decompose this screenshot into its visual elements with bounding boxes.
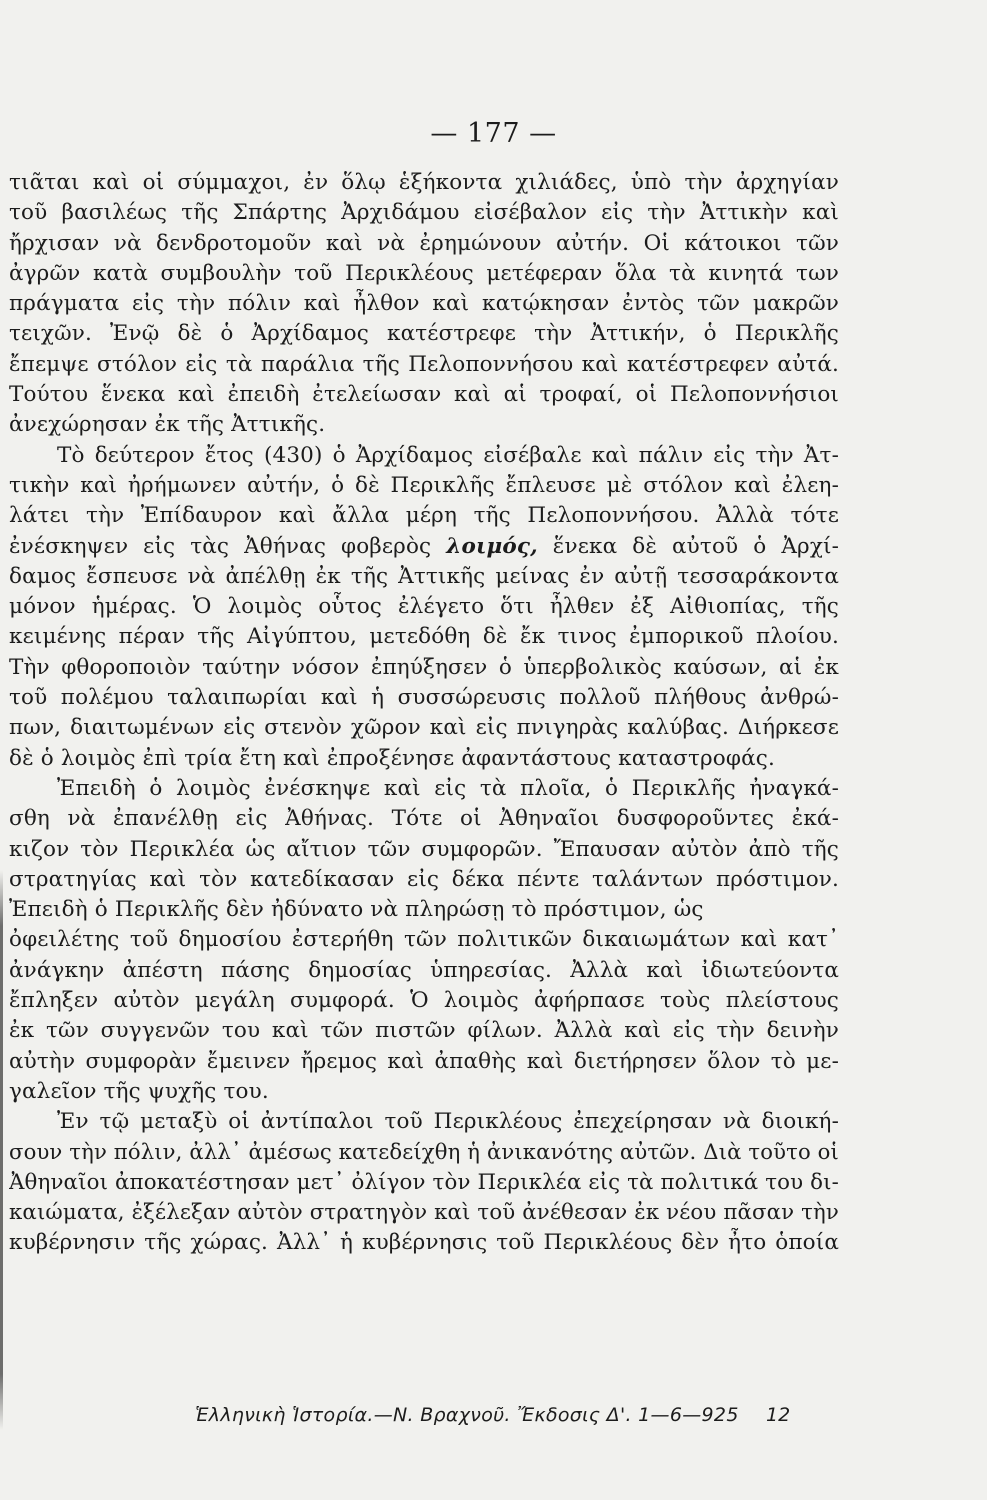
line-text: ὀφειλέτης τοῦ δημοσίου ἐστερήθη τῶν πολιτικῶν δικαιωμάτων καὶ κατ᾽ bbox=[9, 927, 839, 953]
line-text: Τούτου ἕνεκα καὶ ἐπειδὴ ἐτελείωσαν καὶ αἱ τροφαί, οἱ Πελοποννήσιοι bbox=[9, 382, 839, 408]
text-line bbox=[9, 683, 839, 713]
text-line bbox=[9, 1198, 839, 1228]
line-text: μόνον ἡμέρας. Ὁ λοιμὸς οὗτος ἐλέγετο ὅτι ἦλθεν ἐξ Αἰθιοπίας, τῆς bbox=[9, 594, 839, 620]
line-text: ἀγρῶν κατὰ συμβουλὴν τοῦ Περικλέους μετέφεραν ὅλα τὰ κινητά των bbox=[9, 260, 839, 286]
line-text: ἤρχισαν νὰ δενδροτομοῦν καὶ νὰ ἐρημώνουν αὐτήν. Οἱ κάτοικοι τῶν bbox=[9, 230, 839, 256]
text-line bbox=[9, 1107, 839, 1137]
line-text: ἐνέσκηψεν εἰς τὰς Ἀθήνας φοβερὸς bbox=[9, 533, 447, 559]
page-edge-shadow bbox=[0, 870, 3, 1430]
line-text: τοῦ βασιλέως τῆς Σπάρτης Ἀρχιδάμου εἰσέβαλον εἰς τὴν Ἀττικὴν καὶ bbox=[9, 200, 839, 226]
text-line bbox=[9, 1077, 839, 1107]
text-line bbox=[9, 592, 839, 622]
text-line bbox=[9, 956, 839, 986]
line-text: δὲ ὁ λοιμὸς ἐπὶ τρία ἔτη καὶ ἐπροξένησε ἀφαντάστους καταστροφάς. bbox=[9, 745, 775, 771]
line-text: τοῦ πολέμου ταλαιπωρίαι καὶ ἡ συσσώρευσις πολλοῦ πλήθους ἀνθρώ- bbox=[9, 685, 839, 711]
line-text: τιᾶται καὶ οἱ σύμμαχοι, ἐν ὅλῳ ἑξήκοντα χιλιάδες, ὑπὸ τὴν ἀρχηγίαν bbox=[9, 170, 839, 195]
line-text: πων, διαιτωμένων εἰς στενὸν χῶρον καὶ εἰς πνιγηρὰς καλύβας. Διήρκεσε bbox=[9, 715, 839, 741]
line-text: Ἐν τῷ μεταξὺ οἱ ἀντίπαλοι τοῦ Περικλέους ἐπεχείρησαν νὰ διοική- bbox=[57, 1109, 839, 1135]
emphasized-term: λοιμός, bbox=[446, 533, 538, 559]
text-line bbox=[9, 410, 839, 440]
text-line bbox=[9, 865, 839, 895]
line-text: κυβέρνησιν τῆς χώρας. Ἀλλ᾽ ἡ κυβέρνησις τοῦ Περικλέους δὲν ἦτο ὁποία bbox=[9, 1230, 839, 1256]
text-line bbox=[9, 229, 839, 259]
text-line bbox=[9, 259, 839, 289]
text-line bbox=[9, 289, 839, 319]
text-line bbox=[9, 804, 839, 834]
text-line bbox=[9, 986, 839, 1016]
line-text: Ἀθηναῖοι ἀποκατέστησαν μετ᾽ ὀλίγον τὸν Περικλέα εἰς τὰ πολιτικά του δι- bbox=[9, 1169, 839, 1195]
text-line bbox=[9, 1228, 839, 1258]
line-text: λάτει τὴν Ἐπίδαυρον καὶ ἄλλα μέρη τῆς Πελοποννήσου. Ἀλλὰ τότε bbox=[9, 503, 839, 529]
line-text: ἀνεχώρησαν ἐκ τῆς Ἀττικῆς. bbox=[9, 412, 326, 438]
text-line bbox=[9, 350, 839, 380]
text-line bbox=[9, 744, 839, 774]
text-line bbox=[9, 168, 839, 198]
page-number: — 177 — bbox=[430, 118, 557, 149]
text-line bbox=[9, 471, 839, 501]
line-text: Τὴν φθοροποιὸν ταύτην νόσον ἐπηύξησεν ὁ ὑπερβολικὸς καύσων, αἱ ἐκ bbox=[9, 654, 839, 680]
text-line bbox=[9, 1138, 839, 1168]
text-line bbox=[9, 501, 839, 531]
line-text: Ἐπειδὴ ὁ λοιμὸς ἐνέσκηψε καὶ εἰς τὰ πλοῖα, ὁ Περικλῆς ἠναγκά- bbox=[57, 775, 839, 801]
text-line bbox=[9, 532, 839, 562]
line-text: ἀνάγκην ἀπέστη πάσης δημοσίας ὑπηρεσίας. Ἀλλὰ καὶ ἰδιωτεύοντα bbox=[9, 957, 839, 983]
line-text: σθη νὰ ἐπανέλθῃ εἰς Ἀθήνας. Τότε οἱ Ἀθηναῖοι δυσφοροῦντες ἐκά- bbox=[9, 806, 839, 832]
signature-mark: 12 bbox=[766, 1404, 791, 1426]
line-text-continued: ἕνεκα δὲ αὐτοῦ ὁ Ἀρχί- bbox=[537, 533, 839, 559]
line-text: Τὸ δεύτερον ἔτος (430) ὁ Ἀρχίδαμος εἰσέβαλε καὶ πάλιν εἰς τὴν Ἀτ- bbox=[57, 442, 839, 468]
text-line bbox=[9, 622, 839, 652]
line-text: σουν τὴν πόλιν, ἀλλ᾽ ἀμέσως κατεδείχθη ἡ ἀνικανότης αὐτῶν. Διὰ τοῦτο οἱ bbox=[9, 1139, 839, 1165]
text-line bbox=[9, 198, 839, 228]
line-text: γαλεῖον τῆς ψυχῆς του. bbox=[9, 1078, 269, 1104]
body-text bbox=[9, 168, 839, 1259]
line-text: πράγματα εἰς τὴν πόλιν καὶ ἦλθον καὶ κατῴκησαν ἐντὸς τῶν μακρῶν bbox=[9, 291, 839, 317]
text-line bbox=[9, 380, 839, 410]
text-line bbox=[9, 835, 839, 865]
text-line bbox=[9, 562, 839, 592]
text-line bbox=[9, 1016, 839, 1046]
text-line bbox=[9, 895, 839, 925]
text-line bbox=[9, 1168, 839, 1198]
line-text: ἔπληξεν αὐτὸν μεγάλη συμφορά. Ὁ λοιμὸς ἀφήρπασε τοὺς πλείστους bbox=[9, 988, 839, 1014]
line-text: Ἐπειδὴ ὁ Περικλῆς δὲν ἠδύνατο νὰ πληρώσῃ τὸ πρόστιμον, ὡς bbox=[9, 897, 704, 923]
text-line bbox=[9, 653, 839, 683]
line-text: κιζον τὸν Περικλέα ὡς αἴτιον τῶν συμφορῶν. Ἔπαυσαν αὐτὸν ἀπὸ τῆς bbox=[9, 836, 839, 862]
text-line bbox=[9, 774, 839, 804]
line-text: δαμος ἔσπευσε νὰ ἀπέλθῃ ἐκ τῆς Ἀττικῆς μείνας ἐν αὐτῇ τεσσαράκοντα bbox=[9, 563, 839, 589]
line-text: ἔπεμψε στόλον εἰς τὰ παράλια τῆς Πελοποννήσου καὶ κατέστρεφεν αὐτά. bbox=[9, 351, 839, 377]
line-text: τικὴν καὶ ἠρήμωνεν αὐτήν, ὁ δὲ Περικλῆς ἔπλευσε μὲ στόλον καὶ ἐλεη- bbox=[9, 472, 839, 498]
line-text: αὐτὴν συμφορὰν ἔμεινεν ἤρεμος καὶ ἀπαθὴς καὶ διετήρησεν ὅλον τὸ με- bbox=[9, 1048, 839, 1074]
text-line bbox=[9, 1047, 839, 1077]
text-line bbox=[9, 441, 839, 471]
line-text: στρατηγίας καὶ τὸν κατεδίκασαν εἰς δέκα πέντε ταλάντων πρόστιμον. bbox=[9, 866, 839, 892]
text-line bbox=[9, 319, 839, 349]
text-line bbox=[9, 925, 839, 955]
line-text: κειμένης πέραν τῆς Αἰγύπτου, μετεδόθη δὲ ἔκ τινος ἐμπορικοῦ πλοίου. bbox=[9, 624, 839, 650]
text-line bbox=[9, 713, 839, 743]
line-text: καιώματα, ἐξέλεξαν αὐτὸν στρατηγὸν καὶ τοῦ ἀνέθεσαν ἐκ νέου πᾶσαν τὴν bbox=[9, 1200, 839, 1226]
footer-imprint: Ἑλληνικὴ Ἱστορία.—Ν. Βραχνοῦ. Ἔκδοσις Δ'. 1—6—925 bbox=[195, 1404, 739, 1426]
line-text: τειχῶν. Ἐνῷ δὲ ὁ Ἀρχίδαμος κατέστρεφε τὴν Ἀττικήν, ὁ Περικλῆς bbox=[9, 321, 839, 347]
line-text: ἐκ τῶν συγγενῶν του καὶ τῶν πιστῶν φίλων. Ἀλλὰ καὶ εἰς τὴν δεινὴν bbox=[9, 1018, 839, 1044]
